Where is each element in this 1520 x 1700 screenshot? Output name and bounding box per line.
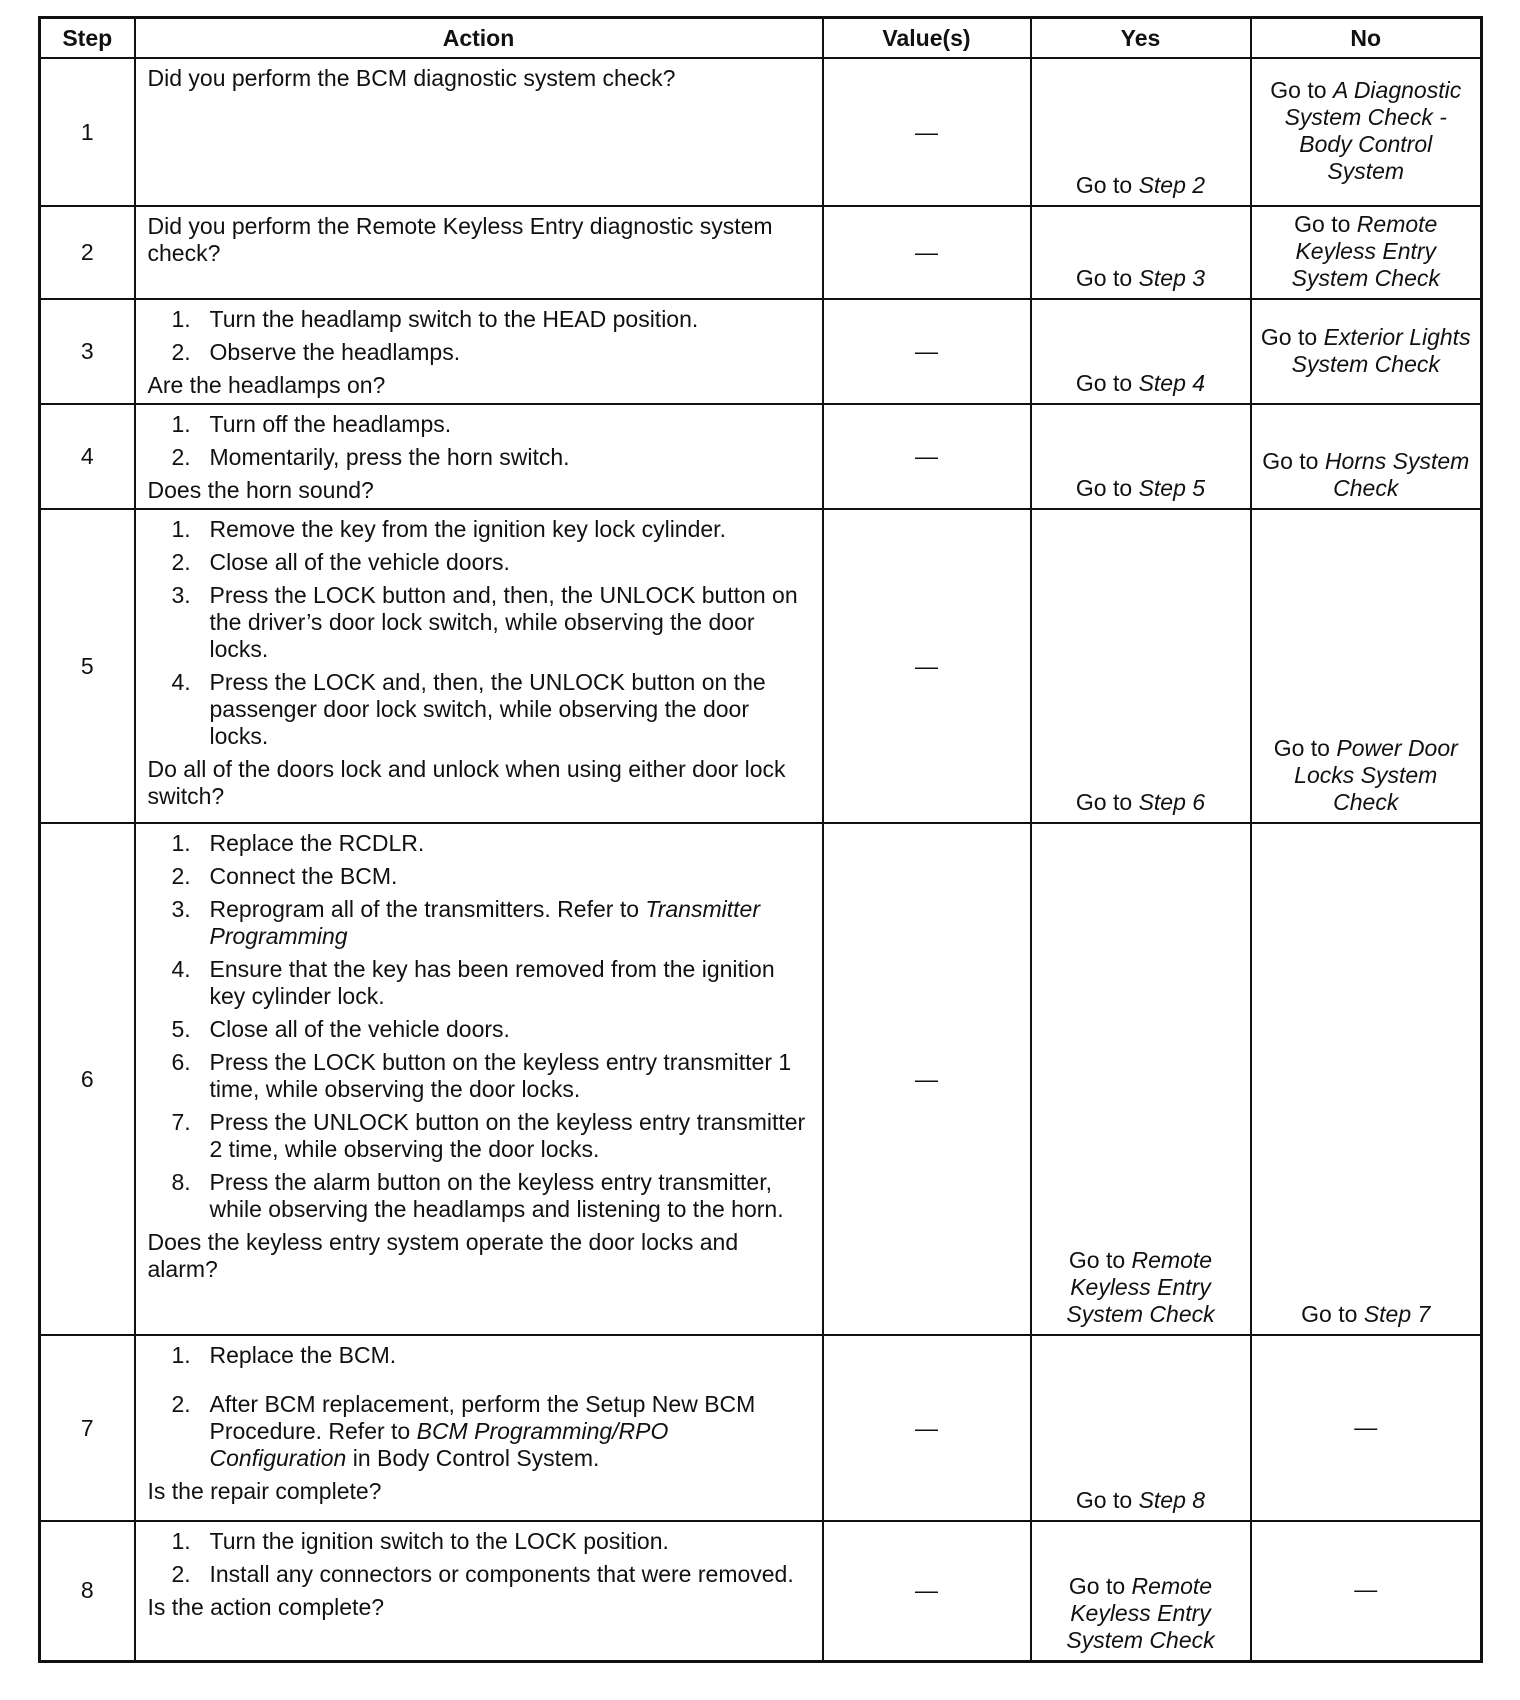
yes-cell bbox=[1031, 509, 1251, 823]
action-cell bbox=[135, 206, 823, 299]
value-cell: — bbox=[823, 823, 1031, 1335]
action-cell bbox=[135, 299, 823, 404]
action-question: Are the headlamps on? bbox=[147, 372, 386, 398]
step-number: 3 bbox=[40, 299, 135, 404]
action-step bbox=[148, 1528, 812, 1555]
yes-goto-link[interactable]: Step 8 bbox=[1138, 1487, 1206, 1513]
action-step-number: 1. bbox=[171, 1528, 191, 1554]
action-steps-list bbox=[148, 1342, 812, 1472]
action-step-text: Observe the headlamps. bbox=[209, 339, 461, 365]
yes-goto-prefix: Go to bbox=[1075, 172, 1139, 198]
action-step-number: 5. bbox=[171, 1016, 191, 1042]
action-step-text: Press the LOCK button on the keyless entry transmitter 1 time, while observing the door locks. bbox=[209, 1049, 792, 1102]
step-number: 5 bbox=[40, 509, 135, 823]
yes-goto-prefix: Go to bbox=[1075, 265, 1139, 291]
no-goto-link[interactable]: Exterior Lights System Check bbox=[1291, 323, 1471, 377]
value-cell: — bbox=[823, 1521, 1031, 1661]
no-goto-link[interactable]: Horns System Check bbox=[1324, 448, 1470, 501]
no-cell bbox=[1251, 404, 1482, 509]
no-goto-prefix: Go to bbox=[1294, 211, 1357, 237]
action-step bbox=[148, 444, 812, 471]
table-row bbox=[40, 206, 1482, 299]
action-step-text: Turn off the headlamps. bbox=[209, 411, 452, 437]
action-steps-list bbox=[148, 1528, 812, 1588]
table-row bbox=[40, 1335, 1482, 1521]
action-step-text: Close all of the vehicle doors. bbox=[209, 549, 510, 575]
header-no: No bbox=[1251, 18, 1482, 59]
action-cell bbox=[135, 823, 823, 1335]
table-row bbox=[40, 509, 1482, 823]
step-number: 2 bbox=[40, 206, 135, 299]
action-steps-list bbox=[148, 411, 812, 471]
yes-goto-prefix: Go to bbox=[1075, 789, 1139, 815]
yes-cell bbox=[1031, 1335, 1251, 1521]
action-step-number: 8. bbox=[171, 1169, 191, 1195]
no-goto-suffix: — bbox=[1354, 1413, 1378, 1440]
no-goto-link[interactable]: Step 7 bbox=[1363, 1301, 1431, 1327]
action-step-number: 2. bbox=[171, 1561, 191, 1587]
action-question: Does the keyless entry system operate the door locks and alarm? bbox=[147, 1229, 739, 1282]
table-row bbox=[40, 404, 1482, 509]
value-cell: — bbox=[823, 58, 1031, 206]
no-cell bbox=[1251, 509, 1482, 823]
no-goto-prefix: Go to bbox=[1301, 1301, 1364, 1327]
action-step-number: 3. bbox=[171, 582, 191, 608]
action-step-number: 2. bbox=[171, 339, 191, 365]
yes-cell bbox=[1031, 823, 1251, 1335]
action-steps-list bbox=[148, 306, 812, 366]
no-cell bbox=[1251, 1521, 1482, 1661]
action-step-number: 1. bbox=[171, 1342, 191, 1368]
action-step bbox=[148, 863, 812, 890]
action-step bbox=[148, 1342, 812, 1369]
action-step-number: 1. bbox=[171, 830, 191, 856]
action-step-number: 4. bbox=[171, 669, 191, 695]
value-cell: — bbox=[823, 206, 1031, 299]
yes-goto-prefix: Go to bbox=[1075, 1487, 1139, 1513]
header-values: Value(s) bbox=[823, 18, 1031, 59]
no-goto-prefix: Go to bbox=[1273, 735, 1337, 761]
no-cell bbox=[1251, 299, 1482, 404]
value-cell: — bbox=[823, 299, 1031, 404]
no-cell bbox=[1251, 58, 1482, 206]
action-step-text: Press the LOCK button and, then, the UNLOCK button on the driver’s door lock switch, while observing the door locks. bbox=[209, 582, 798, 662]
action-step bbox=[148, 582, 812, 663]
action-question: Did you perform the BCM diagnostic system check? bbox=[147, 65, 676, 91]
no-goto-prefix: Go to bbox=[1260, 323, 1324, 350]
yes-cell bbox=[1031, 58, 1251, 206]
action-step bbox=[148, 339, 812, 366]
action-step bbox=[148, 411, 812, 438]
yes-goto-prefix: Go to bbox=[1068, 1572, 1132, 1599]
no-goto-prefix: Go to bbox=[1262, 448, 1325, 474]
yes-goto-prefix: Go to bbox=[1068, 1247, 1132, 1273]
action-step-text: Press the LOCK and, then, the UNLOCK button on the passenger door lock switch, while observing the door locks. bbox=[209, 669, 766, 749]
value-cell: — bbox=[823, 404, 1031, 509]
action-step-number: 2. bbox=[171, 549, 191, 575]
action-step bbox=[148, 1169, 812, 1223]
action-step-text: Remove the key from the ignition key lock cylinder. bbox=[209, 516, 726, 542]
action-question: Does the horn sound? bbox=[147, 477, 374, 503]
action-step-text: Replace the RCDLR. bbox=[209, 830, 425, 856]
action-step-number: 6. bbox=[171, 1049, 191, 1075]
action-step-text: Turn the ignition switch to the LOCK position. bbox=[209, 1528, 669, 1554]
yes-goto-link[interactable]: Step 4 bbox=[1138, 370, 1206, 396]
table-row bbox=[40, 299, 1482, 404]
action-question: Did you perform the Remote Keyless Entry diagnostic system check? bbox=[147, 213, 773, 266]
no-cell bbox=[1251, 206, 1482, 299]
action-cell bbox=[135, 509, 823, 823]
yes-cell bbox=[1031, 206, 1251, 299]
yes-goto-prefix: Go to bbox=[1075, 370, 1139, 396]
diagnostic-table bbox=[38, 16, 1483, 1663]
action-step bbox=[148, 516, 812, 543]
no-goto-prefix: Go to bbox=[1270, 77, 1333, 103]
action-step bbox=[148, 1391, 812, 1472]
action-step-number: 1. bbox=[171, 306, 191, 332]
step-number: 8 bbox=[40, 1521, 135, 1661]
no-cell bbox=[1251, 823, 1482, 1335]
action-step bbox=[148, 956, 812, 1010]
action-step-tail: in Body Control System. bbox=[346, 1445, 600, 1471]
header-yes: Yes bbox=[1031, 18, 1251, 59]
header-row bbox=[40, 18, 1482, 59]
yes-goto-link[interactable]: Remote Keyless Entry System Check bbox=[1066, 1247, 1215, 1327]
yes-goto-link[interactable]: Step 3 bbox=[1138, 265, 1206, 291]
no-goto-link[interactable]: Power Door Locks System Check bbox=[1294, 735, 1458, 815]
header-action: Action bbox=[135, 18, 823, 59]
action-cell bbox=[135, 1335, 823, 1521]
action-step-reference: Transmitter Programming bbox=[209, 896, 760, 949]
yes-cell bbox=[1031, 1521, 1251, 1661]
action-step bbox=[148, 1016, 812, 1043]
action-step-number: 1. bbox=[171, 516, 191, 542]
action-question: Do all of the doors lock and unlock when using either door lock switch? bbox=[147, 756, 786, 809]
action-step-number: 7. bbox=[171, 1109, 191, 1135]
action-step-text: Reprogram all of the transmitters. Refer to bbox=[209, 896, 639, 922]
yes-goto-link[interactable]: Remote Keyless Entry System Check bbox=[1066, 1572, 1215, 1653]
action-step-text: Ensure that the key has been removed from the ignition key cylinder lock. bbox=[209, 956, 775, 1009]
action-step-text: Press the UNLOCK button on the keyless entry transmitter 2 time, while observing the door locks. bbox=[209, 1109, 806, 1162]
action-step-number: 2. bbox=[171, 863, 191, 889]
action-step bbox=[148, 896, 812, 950]
action-step-text: Replace the BCM. bbox=[209, 1342, 397, 1368]
action-step-text: Turn the headlamp switch to the HEAD position. bbox=[209, 306, 699, 332]
action-step bbox=[148, 1561, 812, 1588]
action-step-text: Install any connectors or components that were removed. bbox=[209, 1561, 794, 1587]
no-goto-link[interactable]: Remote Keyless Entry System Check bbox=[1291, 211, 1440, 291]
yes-goto-link[interactable]: Step 5 bbox=[1138, 475, 1206, 501]
action-step-number: 3. bbox=[171, 896, 191, 922]
action-step bbox=[148, 306, 812, 333]
yes-cell bbox=[1031, 404, 1251, 509]
table-row bbox=[40, 1521, 1482, 1661]
yes-cell bbox=[1031, 299, 1251, 404]
step-number: 6 bbox=[40, 823, 135, 1335]
step-number: 1 bbox=[40, 58, 135, 206]
action-cell bbox=[135, 1521, 823, 1661]
action-step bbox=[148, 1049, 812, 1103]
action-step-text: Close all of the vehicle doors. bbox=[209, 1016, 510, 1042]
value-cell: — bbox=[823, 1335, 1031, 1521]
action-cell bbox=[135, 58, 823, 206]
action-step-number: 2. bbox=[171, 1391, 191, 1417]
action-step-number: 4. bbox=[171, 956, 191, 982]
action-cell bbox=[135, 404, 823, 509]
action-step-text: Press the alarm button on the keyless entry transmitter, while observing the headlamps and listening to the horn. bbox=[209, 1169, 784, 1222]
action-step-text: Connect the BCM. bbox=[209, 863, 398, 889]
action-steps-list bbox=[148, 830, 812, 1223]
action-step-number: 1. bbox=[171, 411, 191, 437]
step-number: 7 bbox=[40, 1335, 135, 1521]
action-step-number: 2. bbox=[171, 444, 191, 470]
no-goto-link[interactable]: A Diagnostic System Check - Body Control System bbox=[1284, 77, 1462, 184]
action-step-text: After BCM replacement, perform the Setup New BCM Procedure. Refer to bbox=[209, 1391, 756, 1444]
table-row bbox=[40, 823, 1482, 1335]
value-cell: — bbox=[823, 509, 1031, 823]
header-step: Step bbox=[40, 18, 135, 59]
no-goto-suffix: — bbox=[1354, 1576, 1378, 1603]
action-step bbox=[148, 669, 812, 750]
step-number: 4 bbox=[40, 404, 135, 509]
table-body bbox=[40, 58, 1482, 1661]
action-step-reference: BCM Programming/RPO Configuration bbox=[209, 1418, 669, 1471]
action-question: Is the action complete? bbox=[147, 1594, 385, 1620]
table-row bbox=[40, 58, 1482, 206]
no-cell bbox=[1251, 1335, 1482, 1521]
action-step bbox=[148, 1109, 812, 1163]
action-step bbox=[148, 549, 812, 576]
yes-goto-link[interactable]: Step 6 bbox=[1138, 789, 1206, 815]
action-question: Is the repair complete? bbox=[147, 1478, 382, 1504]
yes-goto-link[interactable]: Step 2 bbox=[1138, 172, 1206, 198]
action-step bbox=[148, 830, 812, 857]
yes-goto-prefix: Go to bbox=[1075, 475, 1139, 501]
action-step-text: Momentarily, press the horn switch. bbox=[209, 444, 570, 470]
action-steps-list bbox=[148, 516, 812, 750]
